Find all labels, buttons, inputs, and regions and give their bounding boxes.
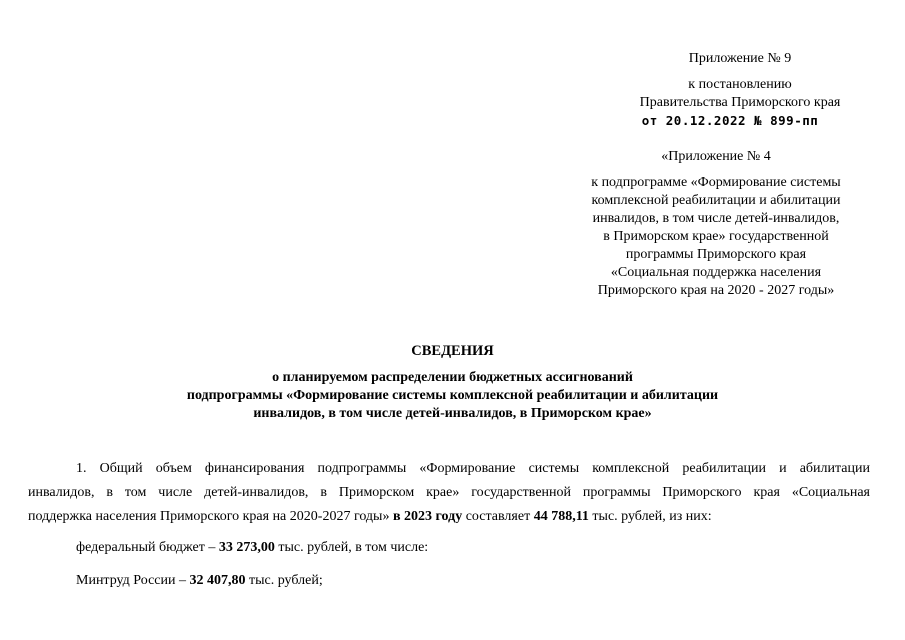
subtitle-line: инвалидов, в том числе детей-инвалидов, в Приморском крае» (253, 406, 652, 421)
federal-budget-suffix: тыс. рублей, в том числе: (274, 540, 429, 555)
attachment-line-1: к постановлению (688, 77, 792, 92)
subtitle-line: подпрограммы «Формирование системы комплексной реабилитации и абилитации (186, 388, 719, 403)
attachment-line-2: Правительства Приморского края (639, 95, 841, 110)
paragraph-line (28, 505, 870, 529)
document-subtitle (0, 369, 905, 423)
registration-stamp: от 20.12.2022 № 899-пп (641, 113, 819, 128)
year-emphasis: в 2023 году (389, 509, 463, 524)
sub-attachment-line: к подпрограмме «Формирование системы (591, 175, 841, 190)
federal-budget-label: федеральный бюджет – (76, 540, 219, 555)
mintrud-line (76, 572, 323, 590)
federal-budget-amount: 33 273,00 (218, 540, 275, 555)
paragraph-line: инвалидов, в том числе детей-инвалидов, в Приморском крае» государственной программы Приморского края «Социальная (28, 485, 870, 500)
mintrud-label: Минтруд России – (76, 573, 190, 588)
sub-attachment-block (560, 148, 872, 300)
paragraph-text: тыс. рублей, из них: (588, 509, 712, 524)
mintrud-amount: 32 407,80 (189, 573, 246, 588)
sub-attachment-line: в Приморском крае» государственной (603, 229, 829, 244)
financing-paragraph (28, 457, 870, 529)
federal-budget-line (76, 539, 428, 557)
mintrud-suffix: тыс. рублей; (245, 573, 323, 588)
document-title: СВЕДЕНИЯ (411, 343, 494, 359)
sub-attachment-line: программы Приморского края (625, 247, 807, 262)
paragraph-line: 1. Общий объем финансирования подпрограммы «Формирование системы комплексной реабилитации и абилитации (76, 461, 870, 476)
subtitle-line: о планируемом распределении бюджетных ассигнований (272, 370, 633, 385)
sub-attachment-line: комплексной реабилитации и абилитации (591, 193, 841, 208)
paragraph-text: составляет (462, 509, 534, 524)
paragraph-text: поддержка населения Приморского края на 2020-2027 годы» (28, 509, 390, 524)
sub-attachment-line: «Социальная поддержка населения (610, 265, 822, 280)
sub-attachment-title: «Приложение № 4 (661, 149, 771, 164)
sub-attachment-line: Приморского края на 2020 - 2027 годы» (597, 283, 835, 298)
attachment-title: Приложение № 9 (688, 51, 792, 66)
sub-attachment-line: инвалидов, в том числе детей-инвалидов, (592, 211, 840, 226)
attachment-block (560, 50, 905, 128)
total-amount: 44 788,11 (533, 509, 589, 524)
